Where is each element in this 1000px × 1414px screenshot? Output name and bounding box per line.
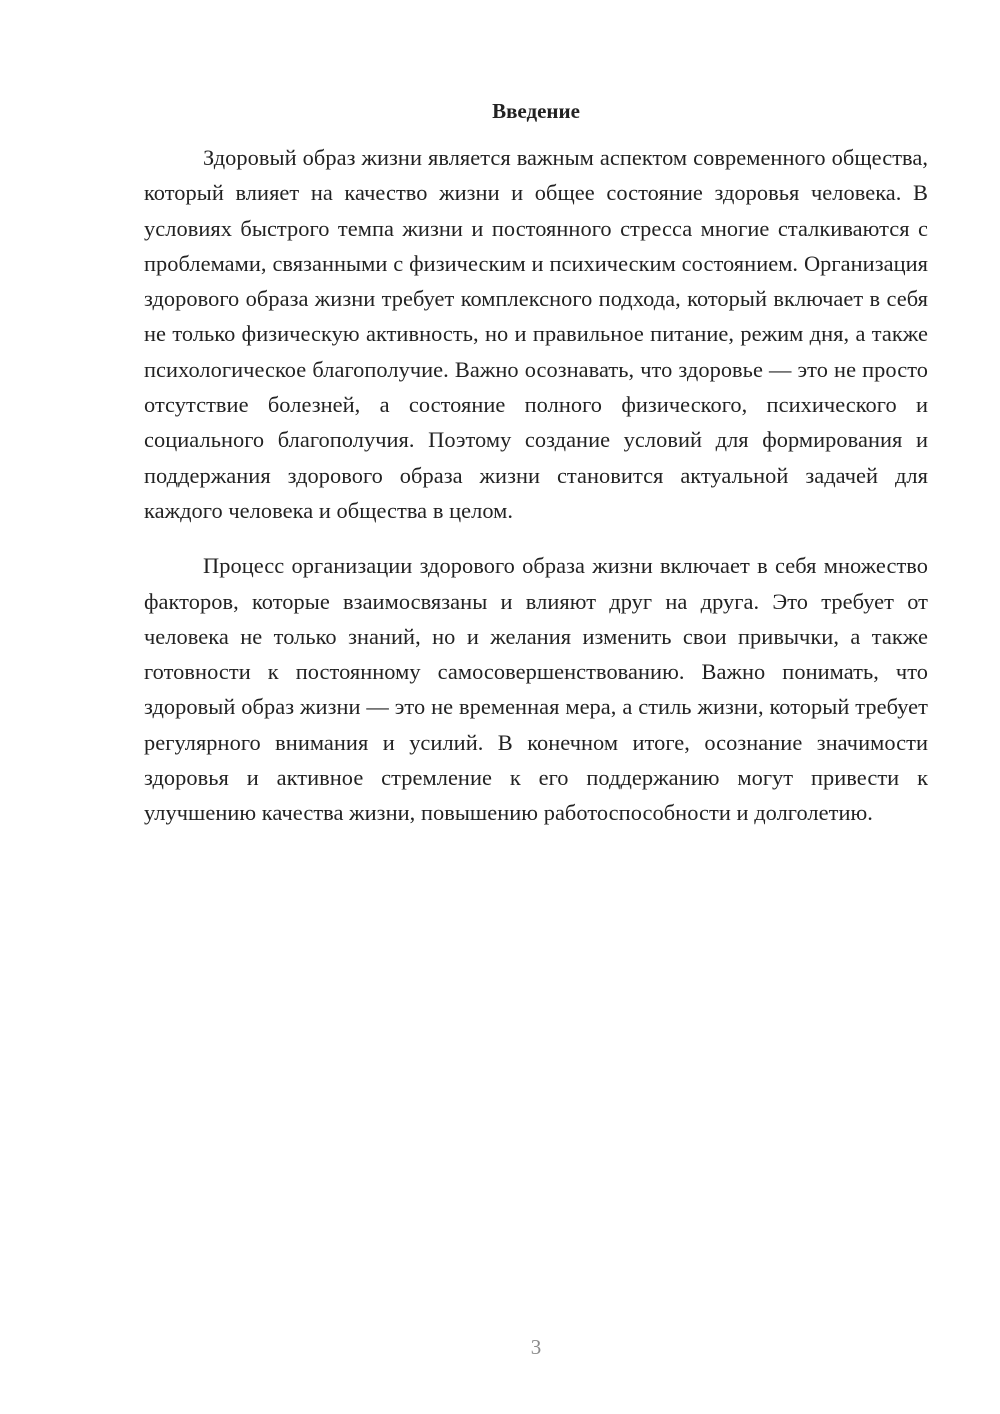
paragraph-process: Процесс организации здорового образа жизни включает в себя множество факторов, которые взаимосвязаны и влияют друг на друга. Это требует от человека не только знаний, но и желания изменить свои привычки, а также готовности к постоянному самосовершенствованию. Важно понимать, что здоровый образ жизни — это не временная мера, а стиль жизни, который требует регулярного внимания и усилий. В конечном итоге, осознание значимости здоровья и активное стремление к его поддержанию могут привести к улучшению качества жизни, повышению работоспособности и долголетию. — [144, 553, 928, 826]
page-number: 3 — [530, 1335, 542, 1359]
section-title: Введение — [492, 99, 580, 123]
page-content — [144, 96, 928, 831]
paragraph-introduction: Здоровый образ жизни является важным аспектом современного общества, который влияет на качество жизни и общее состояние здоровья человека. В условиях быстрого темпа жизни и постоянного стресса многие сталкиваются с проблемами, связанными с физическим и психическим состоянием. Организация здорового образа жизни требует комплексного подхода, который включает в себя не только физическую активность, но и правильное питание, режим дня, а также психологическое благополучие. Важно осознавать, что здоровье — это не просто отсутствие болезней, а состояние полного физического, психического и социального благополучия. Поэтому создание условий для формирования и поддержания здорового образа жизни становится актуальной задачей для каждого человека и общества в целом. — [144, 145, 928, 523]
